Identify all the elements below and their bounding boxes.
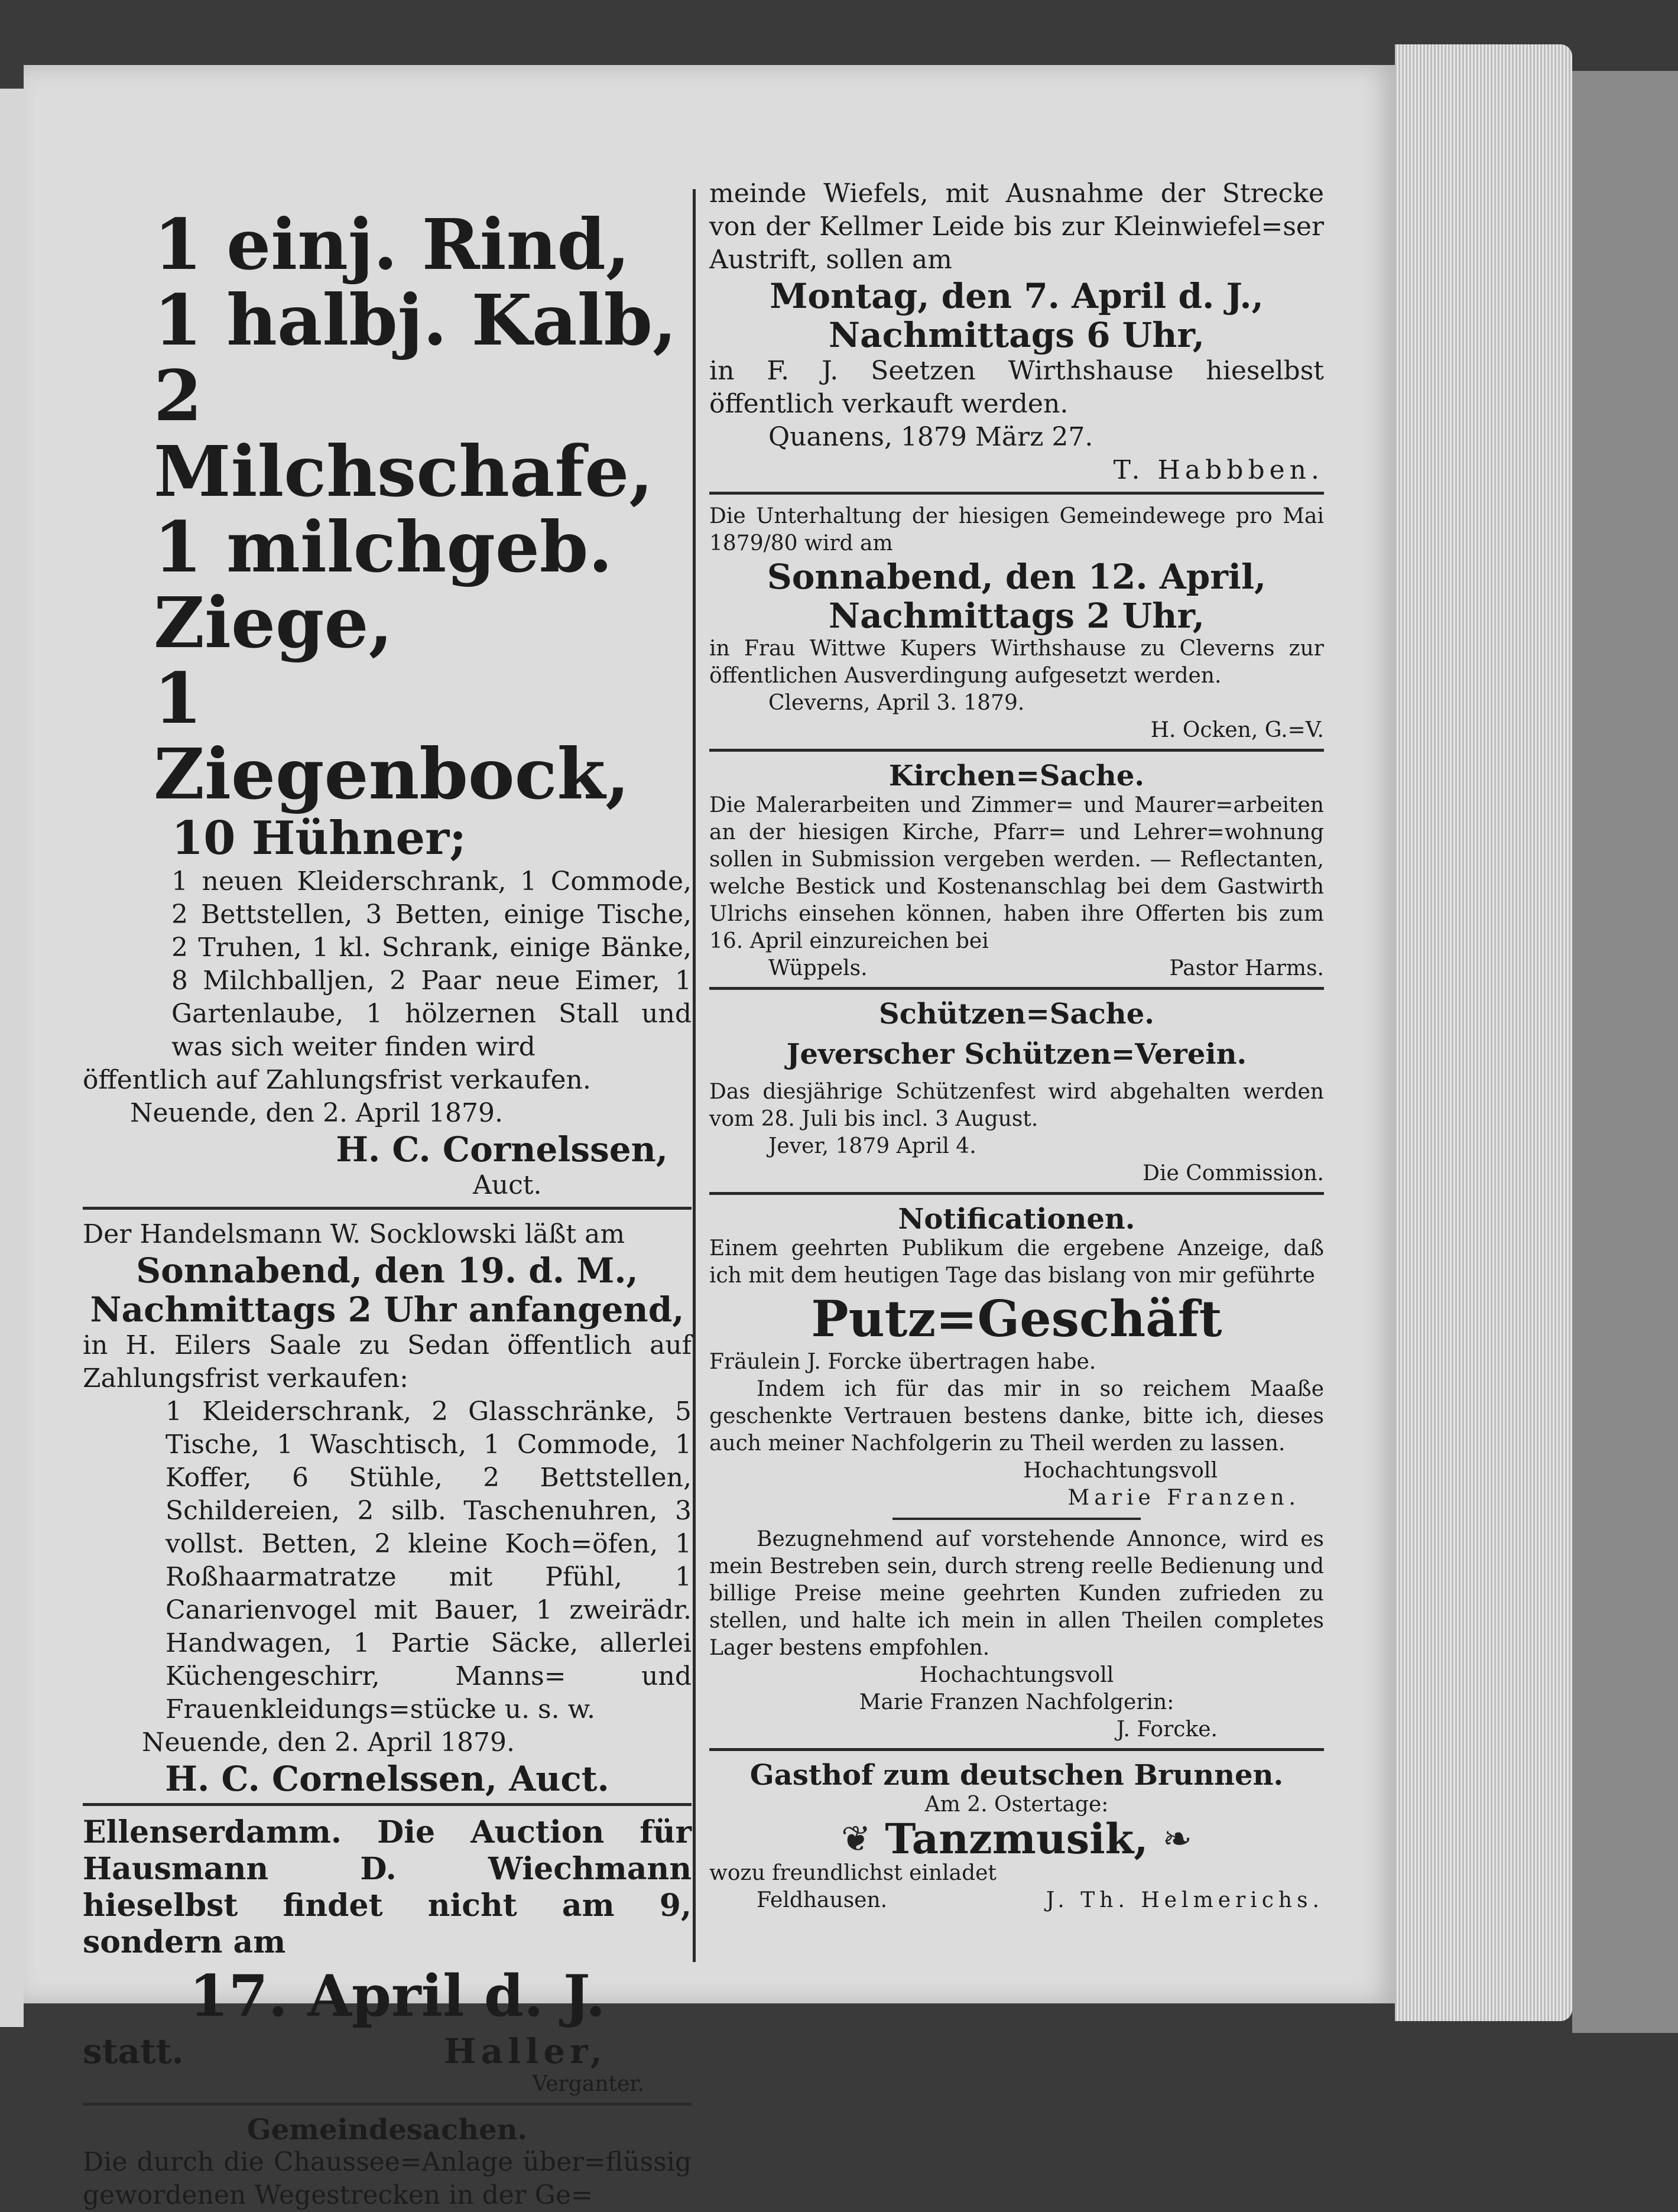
short-divider (892, 1518, 1141, 1520)
ad-road-maintenance (709, 503, 1324, 744)
signer: Marie Franzen Nachfolgerin: (859, 1690, 1174, 1714)
place-date: Jever, 1879 April 4. (768, 1134, 976, 1158)
ad-items: 1 Kleiderschrank, 2 Glasschränke, 5 Tische, 1 Waschtisch, 1 Commode, 1 Koffer, 6 Stühle, 2 Bettstellen, Schildereien, 2 silb. Taschenuhren, 3 vollst. Betten, 2 kleine Koch=öfen, 1 Roßhaarmatratze mit Pfühl, 1 Canarienvogel mit Bauer, 1 zweirädr. Handwagen, 1 Partie Säcke, allerlei Küchengeschirr, Manns= und Frauenkleidungs=stücke u. s. w. (165, 1396, 692, 1724)
shop-title: Putz=Geschäft (811, 1289, 1222, 1348)
ad-date: Sonnabend, den 19. d. M., (136, 1250, 638, 1291)
divider (83, 1803, 692, 1806)
place-date: Neuende, den 2. April 1879. (142, 1727, 515, 1758)
large-item: 2 Milchschafe, (154, 355, 654, 512)
ad-location: in H. Eilers Saale zu Sedan öffentlich auf Zahlungsfrist verkaufen: (83, 1330, 692, 1394)
divider (709, 1748, 1324, 1751)
section-heading: Notificationen. (898, 1203, 1135, 1236)
ornament-left-icon: ❦ (841, 1818, 871, 1860)
ad-statt (83, 2032, 692, 2071)
place-date: Cleverns, April 3. 1879. (768, 691, 1025, 715)
signer: H. Ocken, G.=V. (1150, 718, 1324, 742)
ornament-right-icon: ❧ (1162, 1818, 1192, 1860)
divider (709, 987, 1324, 990)
ad-location: in F. J. Seetzen Wirthshause hieselbst öffentlich verkauft werden. (709, 356, 1324, 419)
book-page-edges (1395, 44, 1572, 2021)
ad-text: Fräulein J. Forcke übertragen habe. (709, 1350, 1096, 1374)
ad-text: Das diesjährige Schützenfest wird abgehalten werden vom 28. Juli bis incl. 3 August. (709, 1080, 1324, 1131)
large-item: 1 einj. Rind, (154, 203, 631, 285)
greeting: Hochachtungsvoll (1023, 1459, 1218, 1483)
book-cover (1572, 71, 1678, 2033)
ad-intro: Einem geehrten Publikum die ergebene Anzeige, daß ich mit dem heutigen Tage das bislang von mir geführte (709, 1236, 1324, 1288)
signer: J. Th. Helmerichs. (1046, 1888, 1324, 1912)
section-heading: Gasthof zum deutschen Brunnen. (749, 1759, 1284, 1792)
ad-text: Die durch die Chaussee=Anlage über=flüssig gewordenen Wegestrecken in der Ge= (83, 2147, 692, 2210)
signer: H. C. Cornelssen, (336, 1129, 668, 1170)
divider (709, 749, 1324, 752)
ad-time: Nachmittags 2 Uhr, (829, 596, 1205, 636)
dance-title: Tanzmusik, (885, 1814, 1148, 1863)
right-column (709, 177, 1324, 1914)
ad-date: 17. April d. J. (189, 1963, 606, 2029)
section-heading: Schützen=Sache. (879, 998, 1154, 1031)
signer-title: Verganter. (532, 2072, 644, 2096)
ad-text: meinde Wiefels, mit Ausnahme der Strecke von der Kellmer Leide bis zur Kleinwiefel=ser Austrift, sollen am (709, 178, 1324, 275)
divider (83, 1207, 692, 1210)
signer: Marie Franzen. (1067, 1486, 1300, 1510)
place-date: Neuende, den 2. April 1879. (130, 1098, 503, 1128)
place-date: Quanens, 1879 März 27. (768, 422, 1093, 452)
signer: Die Commission. (1143, 1161, 1324, 1185)
ad-road-sale (709, 177, 1324, 487)
ad-location: in Frau Wittwe Kupers Wirthshause zu Cleverns zur öffentlichen Ausverdingung aufgesetzt werden. (709, 636, 1324, 688)
divider (709, 492, 1324, 495)
signer-title: Auct. (473, 1170, 542, 1200)
ad-auction-livestock (83, 203, 692, 1202)
ad-time: Nachmittags 2 Uhr anfangend, (90, 1289, 684, 1330)
ad-footer (709, 1887, 1324, 1914)
ad-dance (709, 1759, 1324, 1914)
greeting: Hochachtungsvoll (919, 1663, 1114, 1687)
club-title: Jeverscher Schützen=Verein. (786, 1038, 1247, 1071)
large-item: 10 Hühner; (171, 811, 467, 865)
ad-text: Die Malerarbeiten und Zimmer= und Maurer=arbeiten an der hiesigen Kirche, Pfarr= und Lehrer=wohnung sollen in Submission vergeben werden. — Reflectanten, welche Bestick und Kostenanschlag bei dem Gastwirth Ulrichs einsehen können, haben ihre Offerten bis zum 16. April einzureichen bei (709, 793, 1324, 953)
signer: Haller, (443, 2031, 607, 2071)
ad-footer (709, 955, 1324, 982)
ad-time: Nachmittags 6 Uhr, (829, 315, 1205, 355)
signer: H. C. Cornelssen, Auct. (165, 1759, 609, 1799)
signer: Pastor Harms. (1169, 956, 1324, 980)
ad-text: Bezugnehmend auf vorstehende Annonce, wird es mein Bestreben sein, durch streng reelle Bedienung und billige Preise meine geehrten Kunden zufrieden zu stellen, und halte ich mein in allen Theilen completes Lager bestens empfohlen. (709, 1527, 1324, 1660)
large-item: 1 milchgeb. Ziege, (154, 506, 613, 664)
large-item: 1 Ziegenbock, (154, 657, 630, 815)
ad-closing: öffentlich auf Zahlungsfrist verkaufen. (83, 1065, 591, 1095)
ad-intro: Die Unterhaltung der hiesigen Gemeindewege pro Mai 1879/80 wird am (709, 504, 1324, 556)
divider (709, 1192, 1324, 1195)
ad-date: Sonnabend, den 12. April, (767, 557, 1267, 597)
ad-text: wozu freundlichst einladet (709, 1861, 997, 1885)
ad-shooting-club (709, 998, 1324, 1187)
ad-municipal (83, 2114, 692, 2212)
ad-date: Montag, den 7. April d. J., (770, 276, 1264, 316)
ad-auction-furniture (83, 1218, 692, 1798)
ad-millinery (709, 1203, 1324, 1743)
ad-auction-notice (83, 1814, 692, 2098)
place: Feldhausen. (757, 1888, 888, 1912)
section-heading: Kirchen=Sache. (888, 759, 1145, 792)
large-item: 1 halbj. Kalb, (154, 279, 677, 361)
ad-text: Indem ich für das mir in so reichem Maaße geschenkte Vertrauen bestens danke, bitte ich, dieses auch meiner Nachfolgerin zu Theil werden zu lassen. (709, 1377, 1324, 1456)
left-column (83, 203, 692, 2212)
divider (83, 2103, 692, 2106)
left-page-edge (0, 89, 24, 2027)
dance-title-row (709, 1814, 1324, 1863)
signer-name: J. Forcke. (1116, 1717, 1218, 1742)
section-heading: Gemeindesachen. (246, 2113, 528, 2146)
ad-body: 1 neuen Kleiderschrank, 1 Commode, 2 Bettstellen, 3 Betten, einige Tische, 2 Truhen, 1 kl. Schrank, einige Bänke, 8 Milchballjen, 2 Paar neue Eimer, 1 Gartenlaube, 1 hölzernen Stall und was sich weiter finden wird (171, 866, 692, 1062)
statt: statt. (83, 2031, 184, 2071)
place: Wüppels. (768, 956, 868, 980)
ad-text: Ellenserdamm. Die Auction für Hausmann D. Wiechmann hieselbst findet nicht am 9, sondern am (83, 1814, 692, 1960)
ad-intro: Der Handelsmann W. Socklowski läßt am (83, 1219, 625, 1249)
signer: T. Habbben. (1113, 455, 1324, 485)
ad-church (709, 760, 1324, 982)
column-divider (693, 189, 696, 1962)
ad-date: Am 2. Ostertage: (924, 1792, 1109, 1817)
